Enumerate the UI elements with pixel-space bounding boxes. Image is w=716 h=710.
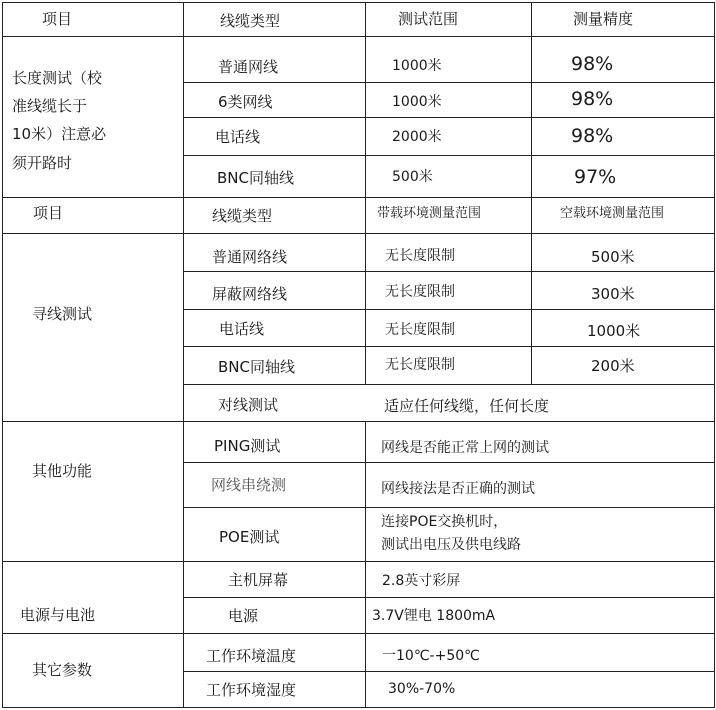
- poe-test-desc-line2: 测试出电压及供电线路: [381, 537, 521, 553]
- ping-test-desc: 网线是否能正常上网的测试: [381, 440, 549, 456]
- ping-test-name: PING测试: [214, 437, 281, 455]
- rule-header2-bottom: [2, 233, 715, 234]
- rule-trace-row4: [183, 384, 715, 385]
- other-params-label: 其它参数: [32, 661, 93, 679]
- length-test-label-line2: 准线缆长于: [12, 97, 88, 115]
- poe-test-name: POE测试: [219, 528, 280, 546]
- power-source-value: 3.7V锂电 1800mA: [372, 608, 496, 624]
- length-test-label-line4: 须开路时: [12, 154, 73, 172]
- length-cable-4: BNC同轴线: [217, 169, 294, 187]
- rule-other-row2: [183, 507, 715, 508]
- length-cable-3: 电话线: [215, 128, 261, 146]
- header2-item: 项目: [33, 204, 64, 222]
- length-accuracy-2: 98%: [571, 88, 614, 110]
- trace-unloaded-4: 200米: [591, 357, 635, 375]
- power-source-name: 电源: [228, 607, 259, 625]
- length-accuracy-1: 98%: [571, 53, 614, 75]
- length-accuracy-4: 97%: [574, 166, 617, 188]
- rule-col2-lower: [365, 421, 366, 708]
- rule-bottom: [2, 707, 715, 708]
- trace-unloaded-2: 300米: [591, 285, 635, 303]
- length-range-2: 1000米: [392, 94, 442, 110]
- rule-col2-upper: [365, 2, 366, 384]
- pair-test-name: 对线测试: [218, 396, 279, 414]
- trace-unloaded-3: 1000米: [587, 322, 641, 340]
- rule-col3: [531, 2, 532, 384]
- rule-other-row1: [183, 462, 715, 463]
- trace-cable-1: 普通网络线: [212, 248, 288, 266]
- trace-loaded-1: 无长度限制: [385, 248, 455, 264]
- header2-loaded-range: 带载环境测量范围: [377, 206, 482, 221]
- rule-power-row1: [183, 597, 715, 598]
- rule-length-row1: [183, 82, 715, 83]
- length-cable-2: 6类网线: [218, 93, 273, 111]
- trace-loaded-4: 无长度限制: [385, 357, 455, 373]
- crosstalk-test-name: 网线串绕测: [211, 476, 287, 494]
- length-accuracy-3: 98%: [571, 125, 614, 147]
- humidity-value: 30%-70%: [388, 681, 456, 697]
- header2-cable-type: 线缆类型: [212, 207, 273, 225]
- humidity-name: 工作环境湿度: [206, 681, 297, 699]
- length-test-label-line1: 长度测试（校: [12, 69, 103, 87]
- rule-trace-row2: [183, 309, 715, 310]
- header-test-range: 测试范围: [398, 10, 459, 28]
- length-range-3: 2000米: [392, 129, 442, 145]
- rule-length-row3: [183, 155, 715, 156]
- rule-length-bottom: [2, 197, 715, 198]
- rule-left: [2, 2, 3, 708]
- rule-right: [714, 2, 715, 708]
- header-cable-type: 线缆类型: [220, 12, 281, 30]
- rule-trace-row1: [183, 271, 715, 272]
- trace-cable-4: BNC同轴线: [218, 358, 295, 376]
- pair-test-desc: 适应任何线缆，任何长度: [384, 397, 550, 415]
- rule-col1: [183, 2, 184, 708]
- rule-length-row2: [183, 117, 715, 118]
- temperature-value: 一10℃-+50℃: [382, 648, 480, 664]
- rule-params-row1: [183, 671, 715, 672]
- power-label: 电源与电池: [20, 606, 96, 624]
- trace-loaded-3: 无长度限制: [385, 322, 455, 338]
- header2-unloaded-range: 空载环境测量范围: [560, 206, 665, 221]
- rule-trace-row3: [183, 346, 715, 347]
- trace-cable-3: 电话线: [219, 320, 265, 338]
- rule-trace-bottom: [2, 421, 715, 422]
- other-functions-label: 其他功能: [32, 462, 93, 480]
- trace-loaded-2: 无长度限制: [385, 284, 455, 300]
- rule-power-bottom: [2, 633, 715, 634]
- rule-top: [2, 2, 715, 3]
- trace-cable-2: 屏蔽网络线: [212, 285, 288, 303]
- length-test-label-line3: 10米）注意必: [12, 125, 107, 143]
- crosstalk-test-desc: 网线接法是否正确的测试: [381, 481, 535, 497]
- header-accuracy: 测量精度: [573, 10, 634, 28]
- trace-test-label: 寻线测试: [32, 305, 93, 323]
- screen-name: 主机屏幕: [228, 571, 289, 589]
- length-range-4: 500米: [392, 169, 433, 185]
- length-cable-1: 普通网线: [218, 58, 279, 76]
- header-item: 项目: [42, 10, 73, 28]
- rule-header-bottom: [2, 36, 715, 37]
- poe-test-desc-line1: 连接POE交换机时，: [381, 514, 508, 530]
- temperature-name: 工作环境温度: [206, 647, 297, 665]
- screen-value: 2.8英寸彩屏: [382, 573, 461, 589]
- rule-other-bottom: [2, 561, 715, 562]
- trace-unloaded-1: 500米: [591, 248, 635, 266]
- length-range-1: 1000米: [392, 58, 442, 74]
